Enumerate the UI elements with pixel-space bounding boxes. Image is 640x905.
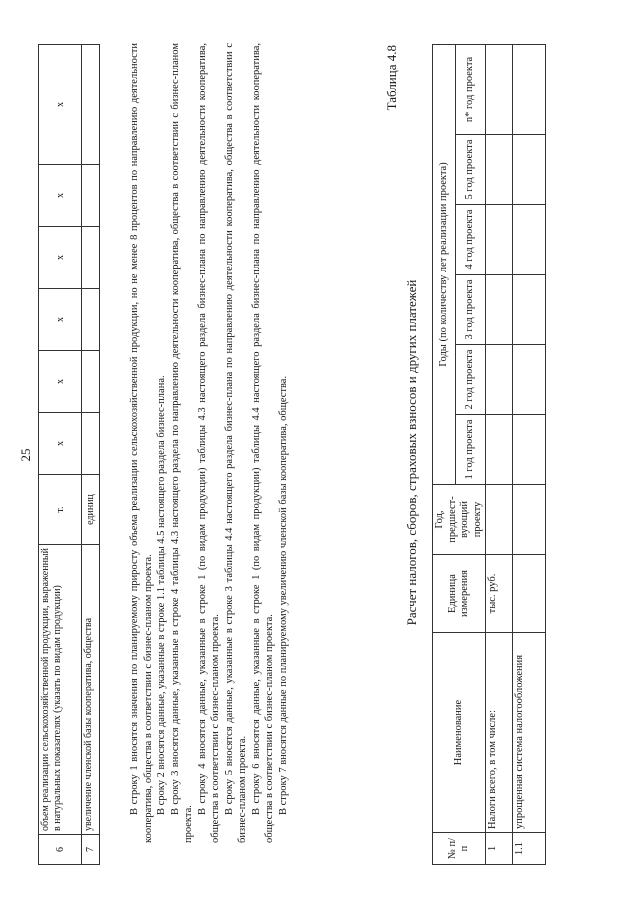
table-cell — [486, 485, 513, 555]
table-cell — [486, 345, 513, 415]
row-unit: тыс. руб. — [486, 555, 513, 633]
header-year: 2 год проекта — [456, 345, 486, 415]
note-paragraph: В сроку 3 вносятся данные, указанные в строке 4 таблицы 4.3 настоящего раздела по направлению деятельности кооператива, общества в соответствии с бизнес-планом проекта. — [169, 43, 194, 843]
table-cell — [513, 275, 546, 345]
header-name: Наименование — [433, 633, 486, 833]
page-number: 25 — [18, 448, 33, 462]
table-cell: х — [39, 165, 82, 227]
table-cell — [513, 485, 546, 555]
table-cell — [513, 415, 546, 485]
table-cell — [513, 44, 546, 134]
row-description: объем реализации сельскохозяйственной продукции, выраженный в натуральных показателях (указать по видам продукции) — [39, 545, 82, 835]
note-paragraph: В строку 6 вносятся данные, указанные в строке 1 (по видам продукции) таблицы 4.4 настоящего раздела бизнес-плана по направлению деятельности кооператива, общества в соответствии с бизнес-планом проекта. — [250, 43, 275, 843]
header-year: n* год проекта — [456, 44, 486, 134]
table-row — [486, 44, 513, 864]
table-cell — [486, 135, 513, 205]
row-name: упрощенная система налогообложения — [513, 633, 546, 833]
table-cell: х — [39, 351, 82, 413]
row-description: увеличение членской базы кооператива, общества — [82, 545, 100, 835]
table-cell — [82, 413, 100, 475]
indicators-table-continuation — [38, 44, 100, 865]
note-paragraph: В сроку 5 вносятся данные, указанные в строке 3 таблицы 4.4 настоящего раздела бизнес-плана по направлению деятельности кооператива, общества в соответствии с бизнес-планом проекта. — [223, 43, 248, 843]
table-row — [39, 45, 82, 865]
table-caption: Таблица 4.8 — [384, 45, 399, 111]
note-paragraph: В строку 1 вносятся значения по планируемому приросту объема реализации сельскохозяйственной продукции, но не менее 8 процентов по направлению деятельности кооператива, общества в соответствии с бизнес-планом проекта. — [129, 43, 154, 843]
table-cell — [82, 351, 100, 413]
table-cell — [486, 415, 513, 485]
table-cell — [513, 135, 546, 205]
header-year: 5 год проекта — [456, 135, 486, 205]
table-cell: х — [39, 227, 82, 289]
table-cell — [82, 45, 100, 165]
row-number: 1 — [486, 833, 513, 865]
row-number: 7 — [82, 835, 100, 865]
header-row — [433, 44, 456, 864]
note-paragraph: В строку 4 вносятся данные, указанные в строке 1 (по видам продукции) таблицы 4.3 настоящего раздела бизнес-плана по направлению деятельности кооператива, общества в соответствии с бизнес-планом проекта. — [196, 43, 221, 843]
row-unit — [513, 555, 546, 633]
table-cell — [486, 205, 513, 275]
header-unit: Единица измерения — [433, 555, 486, 633]
explanatory-notes — [128, 43, 290, 843]
header-years-group: Годы (по количеству лет реализации проекта) — [433, 44, 456, 484]
header-year: 3 год проекта — [456, 275, 486, 345]
row-number: 1.1 — [513, 833, 546, 865]
header-num: № п/п — [433, 833, 486, 865]
table-cell: х — [39, 45, 82, 165]
table-cell — [82, 165, 100, 227]
table-cell: х — [39, 413, 82, 475]
row-unit: т. — [39, 475, 82, 545]
header-prev-year: Год, предшест-вующий проекту — [433, 485, 486, 555]
header-year: 4 год проекта — [456, 205, 486, 275]
note-paragraph: В строку 7 вносятся данные по планируемому увеличению членской базы кооператива, общества. — [277, 375, 289, 815]
table-cell — [82, 227, 100, 289]
header-year: 1 год проекта — [456, 415, 486, 485]
tax-calculation-table — [432, 44, 546, 865]
table-row — [82, 45, 100, 865]
row-number: 6 — [39, 835, 82, 865]
table-cell — [82, 289, 100, 351]
table-title: Расчет налогов, сборов, страховых взносов и других платежей — [404, 279, 419, 626]
row-name: Налоги всего, в том числе: — [486, 633, 513, 833]
table-cell — [513, 345, 546, 415]
row-unit: единиц — [82, 475, 100, 545]
table-cell: х — [39, 289, 82, 351]
note-paragraph: В сроку 2 вносятся данные, указанные в строке 1.1 таблицы 4.5 настоящего раздела бизнес-плана. — [156, 375, 167, 815]
table-cell — [486, 44, 513, 134]
table-cell — [513, 205, 546, 275]
table-row — [513, 44, 546, 864]
table-cell — [486, 275, 513, 345]
